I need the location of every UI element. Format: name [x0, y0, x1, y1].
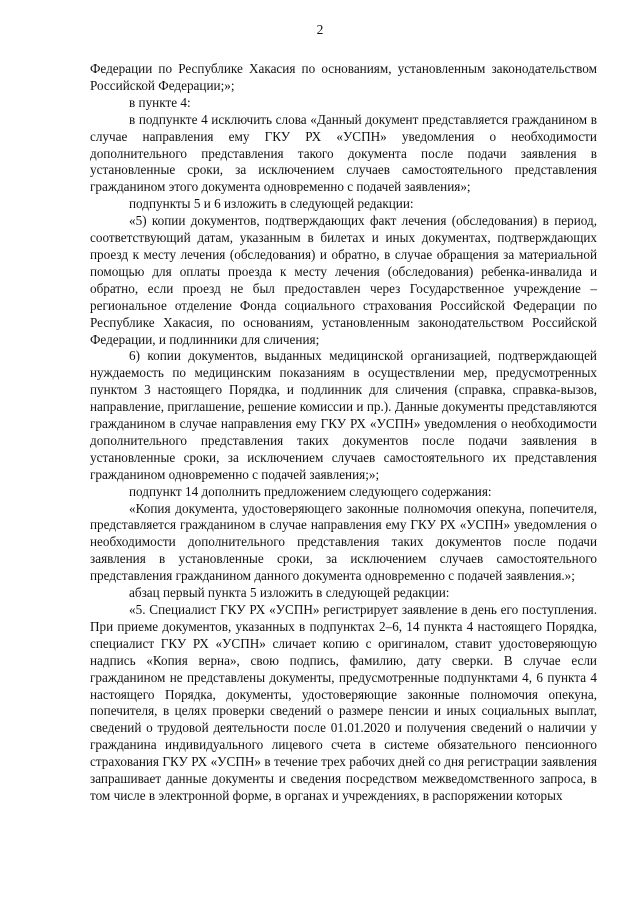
paragraph-item-4: в пункте 4:	[129, 94, 191, 110]
paragraph-subitems-5-6-intro: подпункты 5 и 6 изложить в следующей редакции:	[129, 196, 414, 212]
paragraph-item-5-intro: абзац первый пункта 5 изложить в следующей редакции:	[129, 585, 450, 601]
paragraph-subitem-6: 6) копии документов, выданных медицинской организацией, подтверждающей нуждаемость по медицинским показаниям в осуществлении мер, предусмотренных пунктом 3 настоящего Порядка, и подлинник для сличения (справка, справка-вызов, направление, приглашение, решение комиссии и пр.). Данные документы представляются гражданином в случае направления ему ГКУ РХ «УСПН» уведомления о необходимости дополнительного представления таких документов после подачи заявления в установленные сроки, за исключением случаев самостоятельного их представления гражданином одновременно с подачей заявления;»;	[90, 348, 597, 482]
paragraph-subitem-5: «5) копии документов, подтверждающих факт лечения (обследования) в период, соответствующий датам, указанным в билетах и иных документах, подтверждающих проезд к месту лечения (обследования) и обратно, в случае обращения за материальной помощью для оплаты проезда к месту лечения (обследования) ребенка-инвалида и обратно, если проезд не был предоставлен через Государственное учреждение – региональное отделение Фонда социального страхования Российской Федерации по Республике Хакасия, по основаниям, установленным законодательством Российской Федерации, и подлинники для сличения;	[90, 213, 597, 347]
paragraph-subitem-14-text: «Копия документа, удостоверяющего законные полномочия опекуна, попечителя, представляется гражданином в случае направления ему ГКУ РХ «УСПН» уведомления о необходимости дополнительного представления таких документов после подачи заявления в установленные сроки, за исключением случаев самостоятельного представления гражданином данного документа одновременно с подачей заявления.»;	[90, 500, 597, 584]
paragraph-continuation: Федерации по Республике Хакасия по основаниям, установленным законодательством Российской Федерации;»;	[90, 61, 597, 93]
paragraph-subitem-4-exclude: в подпункте 4 исключить слова «Данный документ представляется гражданином в случае направления ему ГКУ РХ «УСПН» уведомления о необходимости дополнительного представления такого документа после подачи заявления в установленные сроки, за исключением случаев самостоятельного представления гражданином этого документа одновременно с подачей заявления»;	[90, 111, 597, 195]
page-number: 2	[316, 22, 324, 37]
paragraph-subitem-14-intro: подпункт 14 дополнить предложением следующего содержания:	[129, 483, 492, 499]
paragraph-item-5-text: «5. Специалист ГКУ РХ «УСПН» регистрирует заявление в день его поступления. При приеме документов, указанных в подпунктах 2–6, 14 пункта 4 настоящего Порядка, специалист ГКУ РХ «УСПН» сличает копию с оригиналом, ставит удостоверяющую надпись «Копия верна», свою подпись, фамилию, дату сверки. В случае если гражданином не представлены документы, предусмотренные подпунктами 4, 6 пункта 4 настоящего Порядка, документы, удостоверяющие законные полномочия опекуна, попечителя, в целях проверки сведений о размере пенсии и иных социальных выплат, сведений о трудовой деятельности после 01.01.2020 и получения сведений о наличии у гражданина индивидуального лицевого счета в системе обязательного пенсионного страхования ГКУ РХ «УСПН» в течение трех рабочих дней со дня регистрации заявления запрашивает данные документы и сведения посредством межведомственного запроса, в том числе в электронной форме, в органах и учреждениях, в распоряжении которых	[90, 602, 597, 803]
document-body	[90, 61, 597, 805]
